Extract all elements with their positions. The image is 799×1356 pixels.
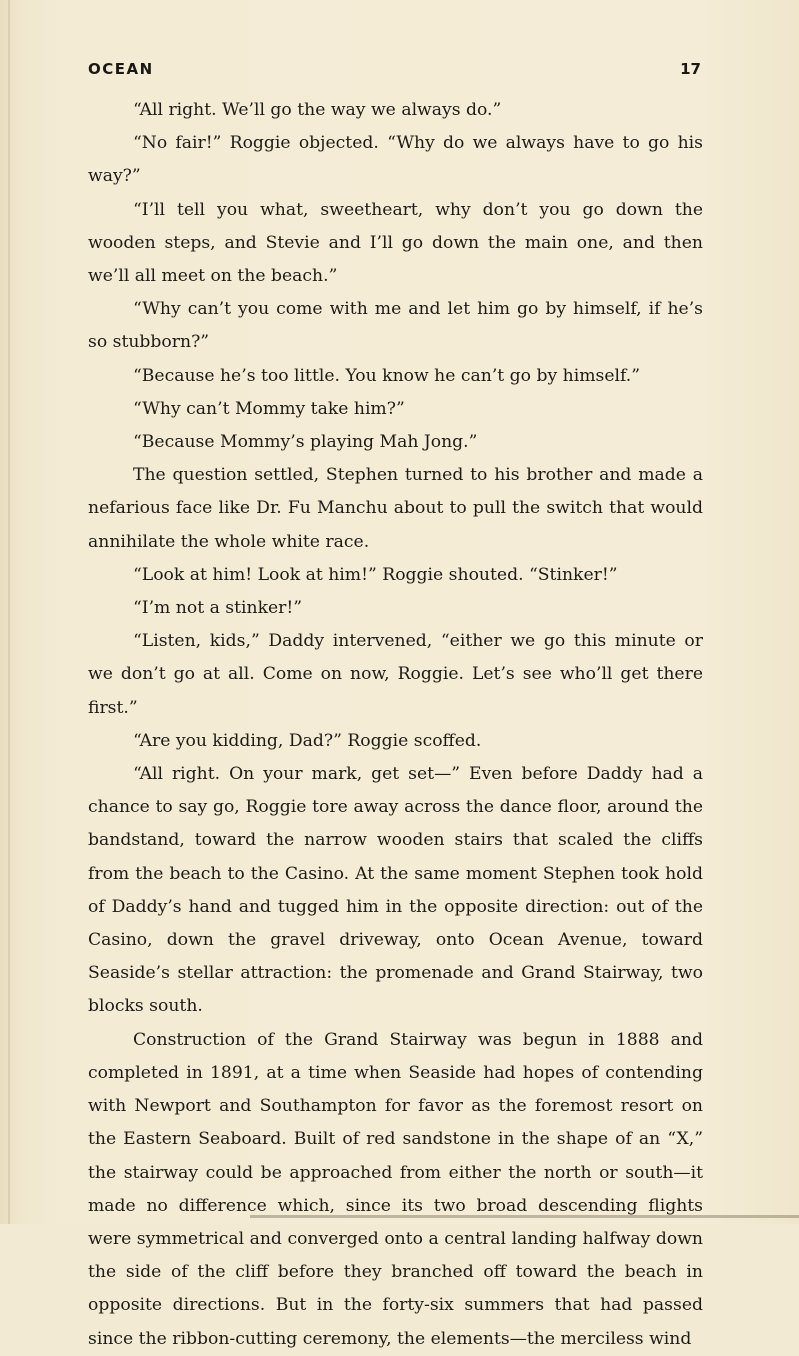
- paragraph: “Listen, kids,” Daddy intervened, “either we go this minute or we don’t go at all. Come on now, Roggie. Let’s see who’ll get there first.”: [88, 631, 703, 718]
- paragraph: “Because Mommy’s playing Mah Jong.”: [133, 432, 478, 453]
- paragraph: “Look at him! Look at him!” Roggie shouted. “Stinker!”: [133, 564, 618, 585]
- body-text: [88, 94, 703, 1356]
- page-header: [88, 60, 701, 82]
- paragraph: The question settled, Stephen turned to his brother and made a nefarious face like Dr. Fu Manchu about to pull the switch that would annihilate the whole white race.: [88, 465, 703, 552]
- paragraph: “All right. We’ll go the way we always do.”: [133, 100, 502, 120]
- paragraph: “Why can’t Mommy take him?”: [133, 398, 405, 419]
- paragraph: “Are you kidding, Dad?” Roggie scoffed.: [133, 730, 482, 751]
- paragraph: “I’ll tell you what, sweetheart, why don’t you go down the wooden steps, and Stevie and I’ll go down the main one, and then we’ll all meet on the beach.”: [88, 199, 703, 287]
- paragraph: “All right. On your mark, get set—” Even before Daddy had a chance to say go, Roggie tore away across the dance floor, around the bandstand, toward the narrow wooden stairs that scaled the cliffs from the beach to the Casino. At the same moment Stephen took hold of Daddy’s hand and tugged him in the opposite direction: out of the Casino, down the gravel driveway, onto Ocean Avenue, toward Seaside’s stellar attraction: the promenade and Grand Stairway, two blocks south.: [88, 764, 703, 1017]
- page-fold: [8, 0, 10, 1224]
- paragraph: “No fair!” Roggie objected. “Why do we always have to go his way?”: [88, 133, 703, 187]
- paragraph: “Because he’s too little. You know he can’t go by himself.”: [133, 365, 641, 386]
- page-number: 17: [680, 60, 701, 78]
- page-bottom-edge: [250, 1215, 799, 1218]
- running-head: OCEAN: [88, 60, 154, 78]
- paragraph: Construction of the Grand Stairway was begun in 1888 and completed in 1891, at a time when Seaside had hopes of contending with Newport and Southampton for favor as the foremost resort on the Eastern Seaboard. Built of red sandstone in the shape of an “X,” the stairway could be approached from either the north or south—it made no difference which, since its two broad descending flights were symmetrical and converged onto a central landing halfway down the side of the cliff before they branched off toward the beach in opposite directions. But in the forty-six summers that had passed since the ribbon-cutting ceremony, the elements—the merciless wind: [88, 1029, 703, 1349]
- paragraph: “Why can’t you come with me and let him go by himself, if he’s so stubborn?”: [88, 299, 703, 353]
- paragraph: “I’m not a stinker!”: [133, 598, 303, 619]
